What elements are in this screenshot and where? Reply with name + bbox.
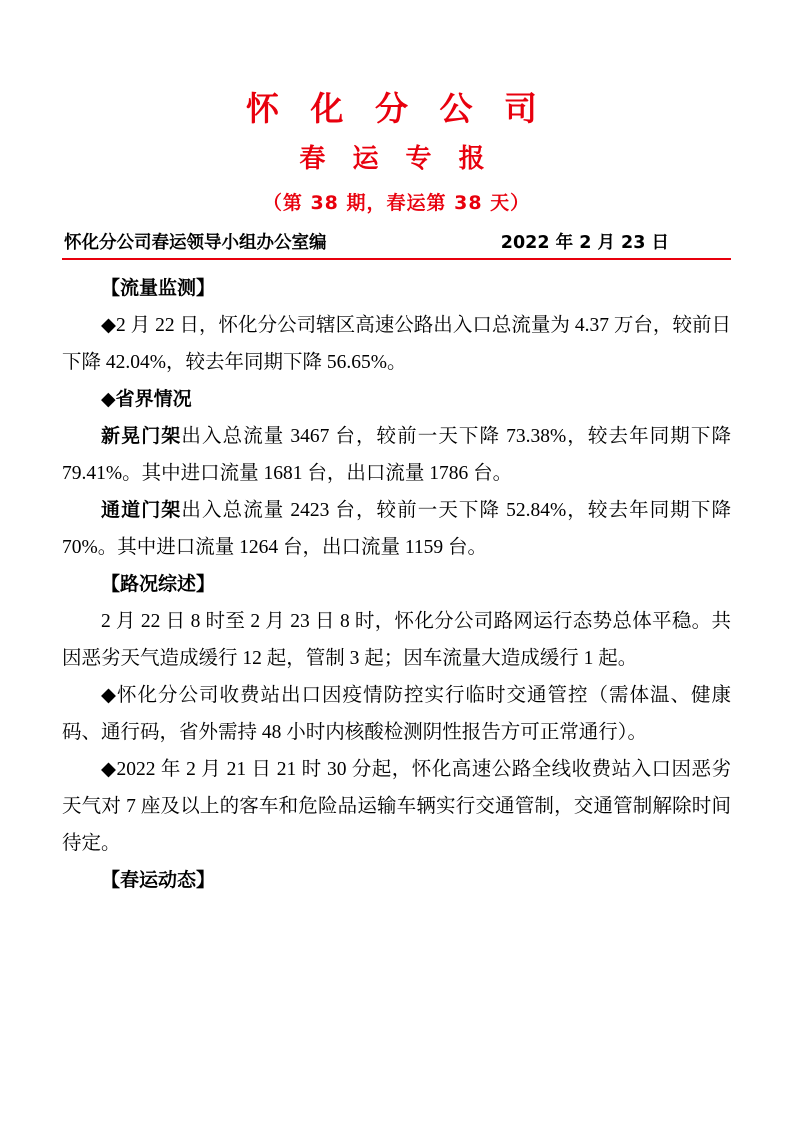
masthead-company-title: 怀 化 分 公 司 (246, 89, 547, 128)
issue-date: 2022 年 2 月 23 日 (500, 233, 669, 254)
issuer-row (62, 229, 731, 260)
masthead (62, 0, 731, 215)
paragraph-tongdao-gantry: 通道门架出入总流量 2423 台，较前一天下降 52.84%，较去年同期下降 70%。其中进口流量 1264 台，出口流量 1159 台。 (62, 499, 731, 559)
gantry-name: 新晃门架 (101, 425, 182, 448)
document-body (62, 270, 731, 899)
paragraph-epidemic-control: ◆怀化分公司收费站出口因疫情防控实行临时交通管控（需体温、健康码、通行码，省外需持 48 小时内核酸检测阴性报告方可正常通行）。 (62, 685, 731, 744)
section-heading-traffic-monitoring: 【流量监测】 (101, 277, 216, 300)
gantry-name: 通道门架 (101, 499, 182, 522)
masthead-issue-info: （第 38 期，春运第 38 天） (262, 192, 531, 215)
paragraph-traffic-total: ◆2 月 22 日，怀化分公司辖区高速公路出入口总流量为 4.37 万台，较前日下降 42.04%，较去年同期下降 56.65%。 (62, 315, 731, 374)
paragraph-weather-control: ◆2022 年 2 月 21 日 21 时 30 分起，怀化高速公路全线收费站入口因恶劣天气对 7 座及以上的客车和危险品运输车辆实行交通管制，交通管制解除时间待定。 (62, 759, 731, 855)
section-heading-province-border: ◆省界情况 (101, 388, 192, 411)
section-heading-spring-festival-news: 【春运动态】 (101, 869, 216, 892)
issuer-office: 怀化分公司春运领导小组办公室编 (64, 233, 327, 254)
section-heading-road-conditions: 【路况综述】 (101, 573, 216, 596)
paragraph-road-overview: 2 月 22 日 8 时至 2 月 23 日 8 时，怀化分公司路网运行态势总体平稳。共因恶劣天气造成缓行 12 起，管制 3 起；因车流量大造成缓行 1 起。 (62, 611, 731, 670)
paragraph-xinhuang-gantry: 新晃门架出入总流量 3467 台，较前一天下降 73.38%，较去年同期下降 79.41%。其中进口流量 1681 台，出口流量 1786 台。 (62, 425, 731, 485)
masthead-report-title: 春 运 专 报 (299, 144, 494, 175)
